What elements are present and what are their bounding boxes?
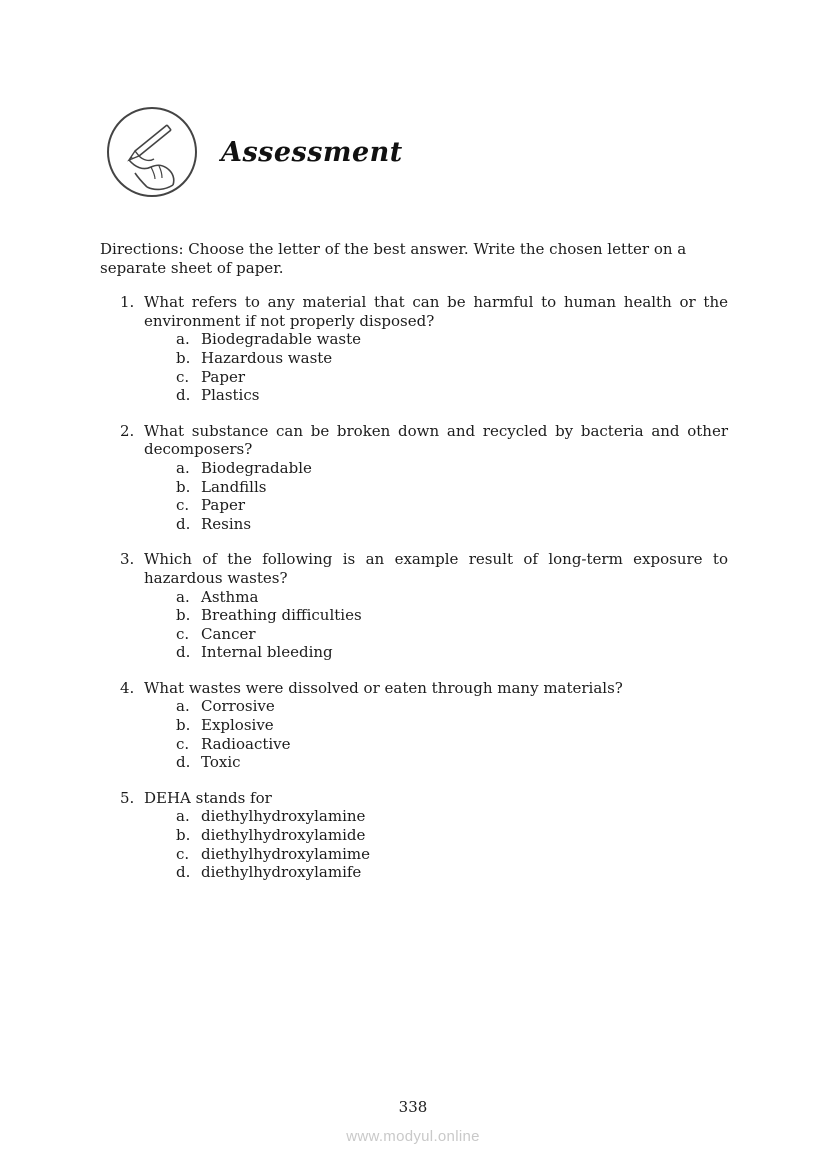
- option-letter: a.: [176, 458, 190, 477]
- option-a: [176, 588, 728, 607]
- option-d: [176, 753, 728, 772]
- option-text: Hazardous waste: [201, 348, 333, 367]
- question-stem: What substance can be broken down and recycled by bacteria and other decomposers?: [144, 421, 728, 459]
- option-text: Breathing difficulties: [201, 606, 362, 625]
- option-d: [176, 386, 728, 405]
- option-d: [176, 515, 728, 534]
- option-b: [176, 349, 728, 368]
- question-stem: Which of the following is an example result of long-term exposure to hazardous wastes?: [144, 550, 728, 587]
- assessment-header: [105, 105, 403, 199]
- option-letter: a.: [176, 807, 190, 826]
- question-stem: What wastes were dissolved or eaten through many materials?: [144, 678, 623, 697]
- option-letter: b.: [176, 826, 191, 845]
- watermark: www.modyul.online: [346, 1128, 480, 1145]
- question-stem: DEHA stands for: [144, 788, 272, 807]
- option-text: Radioactive: [201, 734, 291, 753]
- option-c: [176, 625, 728, 644]
- option-d: [176, 643, 728, 662]
- option-text: Toxic: [201, 753, 241, 772]
- option-letter: d.: [176, 643, 191, 662]
- option-c: [176, 368, 728, 387]
- option-text: diethylhydroxylamine: [201, 807, 366, 826]
- option-a: [176, 807, 728, 826]
- question-stem: What refers to any material that can be harmful to human health or the environment if not properly disposed?: [144, 293, 728, 330]
- option-text: Plastics: [201, 386, 260, 405]
- option-letter: c.: [176, 496, 190, 515]
- option-text: Explosive: [201, 716, 274, 735]
- option-letter: d.: [176, 753, 191, 772]
- option-letter: b.: [176, 348, 191, 367]
- page-title: Assessment: [221, 136, 403, 168]
- option-text: diethylhydroxylamime: [201, 844, 370, 863]
- option-c: [176, 496, 728, 515]
- option-letter: c.: [176, 624, 190, 643]
- option-letter: b.: [176, 716, 191, 735]
- question-4: [100, 679, 728, 772]
- option-text: Asthma: [201, 587, 259, 606]
- option-b: [176, 478, 728, 497]
- writing-hand-icon: [105, 105, 199, 199]
- option-text: diethylhydroxylamife: [201, 863, 362, 882]
- directions-text: Directions: Choose the letter of the best answer. Write the chosen letter on a separate sheet of paper.: [100, 240, 687, 277]
- question-number: 3.: [120, 550, 135, 569]
- option-letter: a.: [176, 587, 190, 606]
- option-text: Corrosive: [201, 697, 275, 716]
- option-text: diethylhydroxylamide: [201, 826, 366, 845]
- option-c: [176, 735, 728, 754]
- option-letter: a.: [176, 697, 190, 716]
- option-letter: c.: [176, 844, 190, 863]
- option-letter: b.: [176, 606, 191, 625]
- option-text: Resins: [201, 514, 252, 533]
- option-letter: c.: [176, 734, 190, 753]
- option-letter: d.: [176, 386, 191, 405]
- question-number: 4.: [120, 678, 135, 697]
- question-1: [100, 293, 728, 405]
- option-text: Paper: [201, 496, 246, 515]
- option-d: [176, 863, 728, 882]
- option-letter: a.: [176, 330, 190, 349]
- option-b: [176, 826, 728, 845]
- option-text: Cancer: [201, 624, 256, 643]
- option-letter: b.: [176, 477, 191, 496]
- option-text: Internal bleeding: [201, 643, 333, 662]
- option-a: [176, 330, 728, 349]
- option-letter: c.: [176, 367, 190, 386]
- question-number: 1.: [120, 293, 135, 312]
- question-3: [100, 550, 728, 662]
- option-text: Paper: [201, 367, 246, 386]
- option-text: Landfills: [201, 477, 267, 496]
- option-c: [176, 845, 728, 864]
- option-text: Biodegradable: [201, 458, 312, 477]
- option-letter: d.: [176, 514, 191, 533]
- option-a: [176, 459, 728, 478]
- page-number: 338: [398, 1098, 428, 1116]
- question-2: [100, 422, 728, 534]
- option-b: [176, 606, 728, 625]
- option-b: [176, 716, 728, 735]
- assessment-body: [100, 240, 728, 899]
- option-text: Biodegradable waste: [201, 330, 362, 349]
- option-letter: d.: [176, 863, 191, 882]
- question-number: 2.: [120, 421, 135, 440]
- option-a: [176, 697, 728, 716]
- question-5: [100, 789, 728, 882]
- question-number: 5.: [120, 788, 135, 807]
